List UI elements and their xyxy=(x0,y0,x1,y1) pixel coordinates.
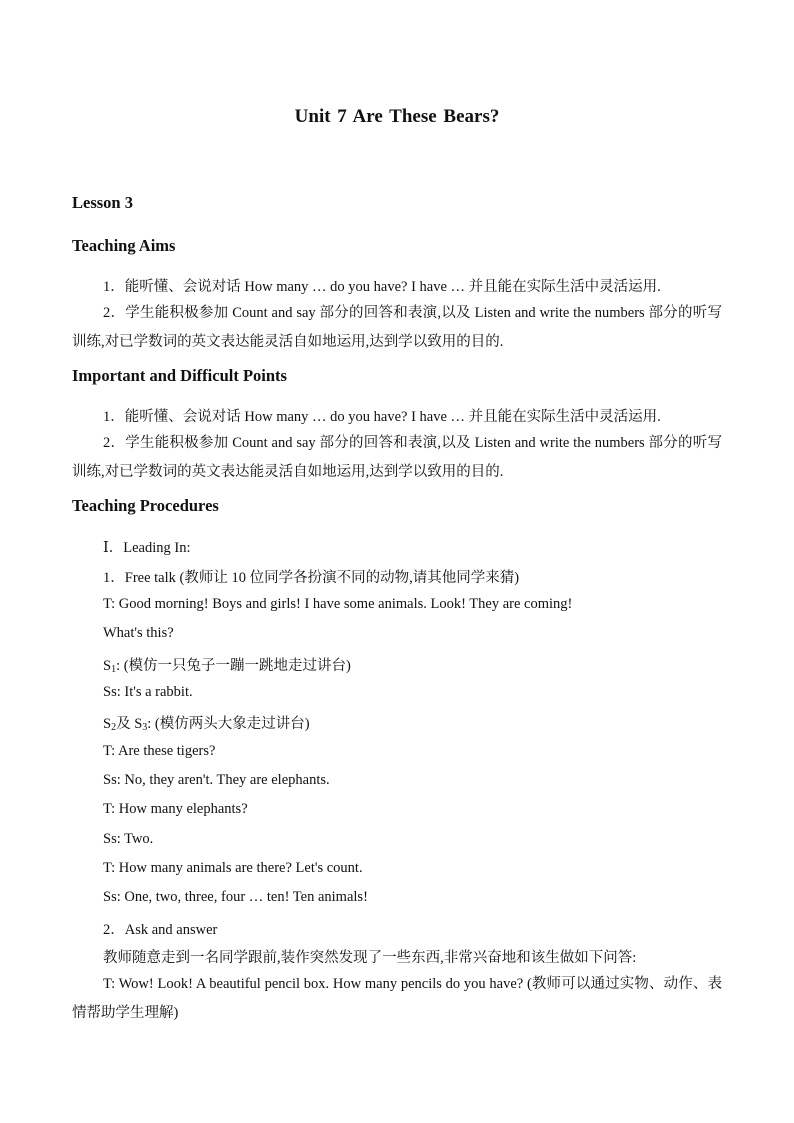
points-item-2: 2．学生能积极参加 Count and say 部分的回答和表演,以及 Listen and write the numbers 部分的听写训练,对已学数词的英文表达能灵活自如地运用,达到学以致用的目的. xyxy=(72,435,722,480)
procedure-line: 教师随意走到一名同学跟前,装作突然发现了一些东西,非常兴奋地和该生做如下问答: xyxy=(103,950,637,966)
important-points-heading: Important and Difficult Points xyxy=(72,366,287,385)
teaching-aims-heading: Teaching Aims xyxy=(72,236,176,255)
student1-action: : (模仿一只兔子一蹦一跳地走过讲台) xyxy=(116,658,351,674)
procedure-line: Ss: No, they aren't. They are elephants. xyxy=(103,772,330,788)
speaker-sub: 3 xyxy=(142,722,148,733)
students23-line xyxy=(103,712,310,733)
procedure-line: What's this? xyxy=(103,625,174,641)
procedure-line: Ss: Two. xyxy=(103,831,154,847)
speaker-s: S xyxy=(103,716,112,732)
lesson-heading: Lesson 3 xyxy=(72,193,133,212)
procedure-line: T: How many animals are there? Let's count. xyxy=(103,860,363,876)
aims-item-1: 1．能听懂、会说对话 How many … do you have? I have … 并且能在实际生活中灵活运用. xyxy=(103,279,661,295)
procedure-line: 1．Free talk (教师让 10 位同学各扮演不同的动物,请其他同学来猜) xyxy=(103,570,520,586)
procedure-paragraph: T: Wow! Look! A beautiful pencil box. How many pencils do you have? (教师可以通过实物、动作、表情帮助学生理解) xyxy=(72,976,722,1021)
procedure-line: T: Good morning! Boys and girls! I have some animals. Look! They are coming! xyxy=(103,596,573,612)
speaker-and: 及 S xyxy=(116,716,143,732)
points-item-1: 1．能听懂、会说对话 How many … do you have? I have … 并且能在实际生活中灵活运用. xyxy=(103,409,661,425)
procedure-line: T: Are these tigers? xyxy=(103,743,216,759)
speaker-s: S xyxy=(103,658,112,674)
procedure-line: Ss: It's a rabbit. xyxy=(103,684,193,700)
speaker-sub: 1 xyxy=(111,664,117,675)
procedure-line: Ⅰ．Leading In: xyxy=(103,540,191,556)
procedure-line: 2．Ask and answer xyxy=(103,922,218,938)
speaker-sub: 2 xyxy=(111,722,117,733)
procedure-line: Ss: One, two, three, four … ten! Ten animals! xyxy=(103,889,368,905)
students23-action: : (模仿两头大象走过讲台) xyxy=(147,716,310,732)
aims-item-2: 2．学生能积极参加 Count and say 部分的回答和表演,以及 Listen and write the numbers 部分的听写训练,对已学数词的英文表达能灵活自如地运用,达到学以致用的目的. xyxy=(72,305,722,350)
page-title: Unit 7 Are These Bears? xyxy=(294,106,500,127)
teaching-procedures-heading: Teaching Procedures xyxy=(72,496,219,515)
procedure-line: T: How many elephants? xyxy=(103,801,248,817)
student1-line xyxy=(103,654,351,675)
